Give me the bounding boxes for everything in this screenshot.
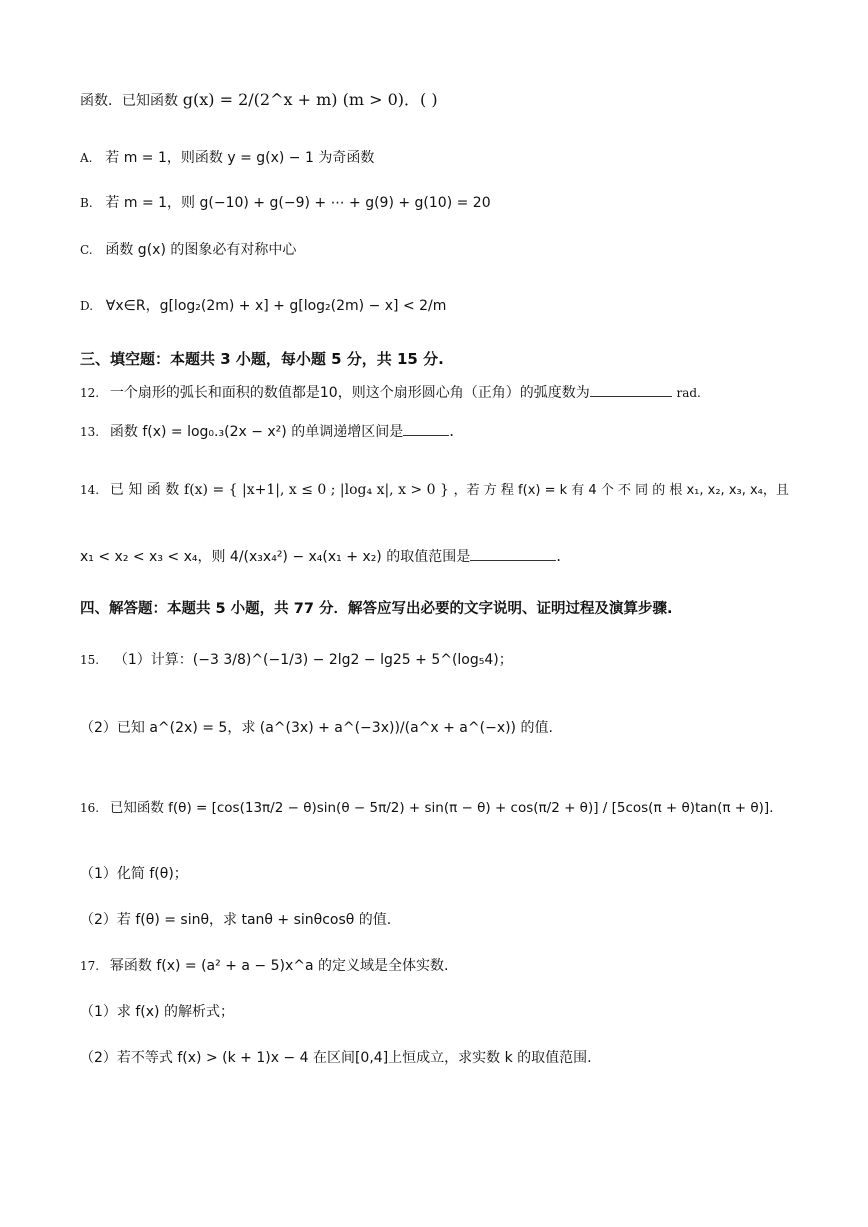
question-13 [80,422,454,441]
q13-text: 函数 f(x) = log₀.₃(2x − x²) 的单调递增区间是 [109,424,404,440]
q14-number: 14. [80,483,100,497]
q14-line-2-text: x₁ < x₂ < x₃ < x₄，则 4/(x₃x₄²) − x₄(x₁ + x₂) 的取值范围是 [80,549,471,565]
q16-stem-text: 已知函数 f(θ) = [cos(13π/2 − θ)sin(θ − 5π/2) + sin(π − θ) + cos(π/2 + θ)] / [5cos(π + θ)tan(π + θ)]． [109,800,783,816]
q16-number: 16. [80,801,100,815]
intro-formula: g(x) = 2/(2^x + m) (m > 0)．( ) [182,90,438,109]
question-14-line-2 [80,547,561,566]
q13-end: . [449,422,454,440]
option-d-label: D. [80,299,94,313]
q14-text-b: ，若 方 程 f(x) = k 有 4 个 不 同 的 根 x₁, x₂, x₃, x₄，且 [453,483,789,498]
intro-text: 函数．已知函数 [80,93,178,109]
question-16-part-1 [80,864,188,883]
q12-unit: rad. [676,386,701,400]
q14-text-a: 已 知 函 数 [109,482,180,498]
q15-part-2-text: （2）已知 a^(2x) = 5，求 (a^(3x) + a^(−3x))/(a^x + a^(−x)) 的值. [80,720,553,736]
option-d-text: ∀x∈R，g[log₂(2m) + x] + g[log₂(2m) − x] < 2/m [105,298,447,314]
q16-part-1-text: （1）化简 f(θ)； [80,866,188,882]
question-15-part-1 [80,650,513,669]
option-b-text: 若 m = 1，则 g(−10) + g(−9) + ⋯ + g(9) + g(10) = 20 [105,195,491,211]
question-14-line-1 [80,480,789,499]
option-d [80,296,446,315]
intro-line [80,90,438,110]
question-17-stem [80,956,448,975]
question-17-part-1 [80,1002,234,1021]
option-b-label: B. [80,196,93,210]
q12-text: 一个扇形的弧长和面积的数值都是10，则这个扇形圆心角（正角）的弧度数为 [109,385,590,401]
q17-stem-text: 幂函数 f(x) = (a² + a − 5)x^a 的定义域是全体实数. [109,958,449,974]
q14-end: . [556,547,561,565]
option-a-label: A. [80,151,93,165]
question-17-part-2 [80,1048,592,1067]
q12-answer-blank [590,396,672,397]
question-12 [80,383,701,402]
option-a [80,148,374,167]
q17-part-2-text: （2）若不等式 f(x) > (k + 1)x − 4 在区间[0,4]上恒成立，求实数 k 的取值范围. [80,1050,592,1066]
option-c-label: C. [80,243,93,257]
section-4-heading: 四、解答题：本题共 5 小题，共 77 分．解答应写出必要的文字说明、证明过程及演算步骤. [80,601,673,617]
q17-part-1-text: （1）求 f(x) 的解析式； [80,1004,234,1020]
q15-number: 15. [80,653,100,667]
question-16-stem [80,798,783,816]
option-b [80,193,491,212]
question-15-part-2 [80,718,553,737]
option-a-text: 若 m = 1，则函数 y = g(x) − 1 为奇函数 [105,150,375,166]
q13-answer-blank [403,435,449,436]
option-c [80,240,296,259]
q15-part-1-text: （1）计算：(−3 3/8)^(−1/3) − 2lg2 − lg25 + 5^(log₅4)； [113,652,513,668]
q12-number: 12. [80,386,100,400]
section-3-heading: 三、填空题：本题共 3 小题，每小题 5 分，共 15 分. [80,350,444,368]
q17-number: 17. [80,959,100,973]
question-16-part-2 [80,910,391,929]
q16-part-2-text: （2）若 f(θ) = sinθ，求 tanθ + sinθcosθ 的值. [80,912,392,928]
option-c-text: 函数 g(x) 的图象必有对称中心 [105,242,297,258]
q14-answer-blank [470,560,556,561]
q13-number: 13. [80,425,100,439]
q14-piecewise-function: f(x) = { |x+1|, x ≤ 0 ; |log₄ x|, x > 0 } [184,482,449,498]
